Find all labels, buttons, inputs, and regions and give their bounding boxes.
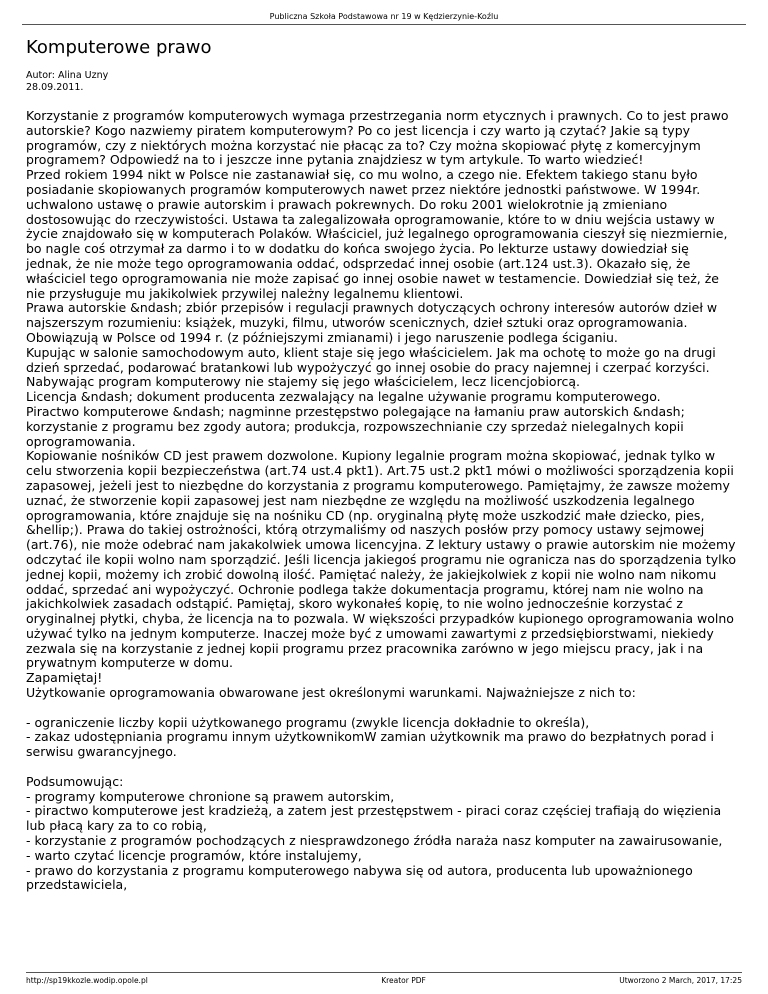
page-header: Publiczna Szkoła Podstawowa nr 19 w Kędzierzynie-Koźlu [22, 12, 746, 25]
paragraph: Korzystanie z programów komputerowych wymaga przestrzegania norm etycznych i prawnych. Co to jest prawo autorskie? Kogo nazwiemy piratem komputerowym? Po co jest licencja i czy warto ją czytać? Jakie są typy programów, czy z niektórych można korzystać nie płacąc za to? Czy można skopiować płytę z komercyjnym programem? Odpowiedź na to i jeszcze inne pytania znajdziesz w tym artykule. To warto wiedzieć! [26, 108, 729, 168]
summary-item: - korzystanie z programów pochodzących z niesprawdzonego źródła naraża nasz komputer na zawairusowanie, [26, 833, 723, 849]
page-footer [26, 972, 742, 985]
article-date: 28.09.2011. [26, 82, 84, 93]
footer-url: http://sp19kkozle.wodip.opole.pl [26, 976, 148, 985]
list-item: - zakaz udostępniania programu innym użytkownikomW zamian użytkownik ma prawo do bezpłatnych porad i serwisu gwarancyjnego. [26, 729, 714, 760]
summary-item: - programy komputerowe chronione są prawem autorskim, [26, 788, 395, 804]
paragraph: Piractwo komputerowe &ndash; nagminne przestępstwo polegające na łamaniu praw autorskich &ndash; korzystanie z programu bez zgody autora; produkcja, rozpowszechnianie czy sprzedaż nielegalnych kopii oprogramowania. [26, 403, 685, 449]
summary-heading: Podsumowując: [26, 773, 124, 789]
paragraph: Zapamiętaj! [26, 670, 103, 686]
spacer [26, 760, 738, 775]
footer-created: Utworzono 2 March, 2017, 17:25 [619, 976, 742, 985]
article-meta [26, 70, 108, 94]
list-item: - ograniczenie liczby kopii użytkowanego programu (zwykle licencja dokładnie to określa), [26, 714, 590, 730]
paragraph: Kupując w salonie samochodowym auto, klient staje się jego właścicielem. Jak ma ochotę to może go na drugi dzień sprzedać, podarować bratankowi lub wypożyczyć go innej osobie do pracy najemnej i czerpać korzyści. Nabywając program komputerowy nie stajemy się jego właścicielem, lecz licencjobiorcą. [26, 344, 716, 390]
paragraph: Kopiowanie nośników CD jest prawem dozwolone. Kupiony legalnie program można skopiować, jednak tylko w celu stworzenia kopii bezpieczeństwa (art.74 ust.4 pkt1). Art.75 ust.2 pkt1 mówi o możliwości sporządzenia kopii zapasowej, jeżeli jest to niezbędne do korzystania z programu komputerowego. Pamiętajmy, że zawsze możemy uznać, że stworzenie kopii zapasowej jest nam niezbędne ze względu na możliwość uszkodzenia legalnego oprogramowania, które znajduje się na nośniku CD (np. oryginalną płytę może uszkodzić małe dziecko, pies, &hellip;). Prawa do takiej ostrożności, którą otrzymaliśmy od naszych posłów przy pomocy ustawy sejmowej (art.76), nie może odebrać nam jakakolwiek umowa licencyjna. Z lektury ustawy o prawie autorskim nie możemy odczytać ile kopii wolno nam sporządzić. Jeśli licencja jakiegoś programu nie ogranicza nas do sporządzenia tylko jednej kopii, możemy ich zrobić dowolną ilość. Pamiętać należy, że jakiejkolwiek z kopii nie wolno nam nikomu oddać, sprzedać ani wypożyczyć. Ochronie podlega także dokumentacja programu, której nam nie wolno na jakichkolwiek zasadach odstąpić. Pamiętaj, skoro wykonałeś kopię, to nie wolno jednocześnie korzystać z oryginalnej płytki, chyba, że licencja na to pozwala. W większości przypadków kupionego oprogramowania wolno używać tylko na jednym komputerze. Inaczej może być z umowami zawartymi z przedsiębiorstwami, niekiedy zezwala się na korzystanie z jednej kopii programu przez pracownika zarówno w jego miejscu pracy, jak i na prywatnym komputerze w domu. [26, 448, 737, 671]
footer-generator: Kreator PDF [381, 976, 426, 985]
summary-item: - piractwo komputerowe jest kradzieżą, a zatem jest przestępstwem - piraci coraz częściej trafiają do więzienia lub płacą kary za to co robią, [26, 803, 722, 834]
paragraph: Licencja &ndash; dokument producenta zezwalający na legalne używanie programu komputerowego. [26, 389, 661, 405]
paragraph: Prawa autorskie &ndash; zbiór przepisów i regulacji prawnych dotyczących ochrony interesów autorów dzieł w najszerszym rozumieniu: książek, muzyki, filmu, utworów scenicznych, dzieł sztuki oraz oprogramowania. Obowiązują w Polsce od 1994 r. (z późniejszymi zmianami) i jego naruszenie podlega ściganiu. [26, 300, 718, 345]
paragraph: Użytkowanie oprogramowania obwarowane jest określonymi warunkami. Najważniejsze z nich to: [26, 685, 636, 701]
summary-item: - warto czytać licencje programów, które instalujemy, [26, 847, 362, 863]
paragraph: Przed rokiem 1994 nikt w Polsce nie zastanawiał się, co mu wolno, a czego nie. Efektem takiego stanu było posiadanie skopiowanych programów komputerowych nawet przez niektóre jednostki państwowe. W 1994r. uchwalono ustawę o prawie autorskim i prawach pokrewnych. Do roku 2001 wielokrotnie ją zmieniano dostosowując do rzeczywistości. Ustawa ta zalegalizowała oprogramowanie, które to w dniu wejścia ustawy w życie znajdowało się w komputerach Polaków. Właściciel, już legalnego oprogramowania cieszył się niezmiernie, bo nagle coś otrzymał za darmo i to w dodatku do końca swojego życia. Po lekturze ustawy dowiedział się jednak, że nie może tego oprogramowania oddać, odsprzedać innej osobie (art.124 ust.3). Okazało się, że właściciel tego oprogramowania nie może zapisać go innej osobie nawet w testamencie. Dowiedział się też, że nie przysługuje mu jakikolwiek przywilej należny legalnemu klientowi. [26, 167, 728, 301]
spacer [26, 701, 738, 716]
article-body [26, 109, 738, 893]
summary-item: - prawo do korzystania z programu komputerowego nabywa się od autora, producenta lub upoważnionego przedstawiciela, [26, 862, 693, 893]
article-title: Komputerowe prawo [26, 37, 212, 58]
article-author: Autor: Alina Uzny [26, 70, 109, 81]
